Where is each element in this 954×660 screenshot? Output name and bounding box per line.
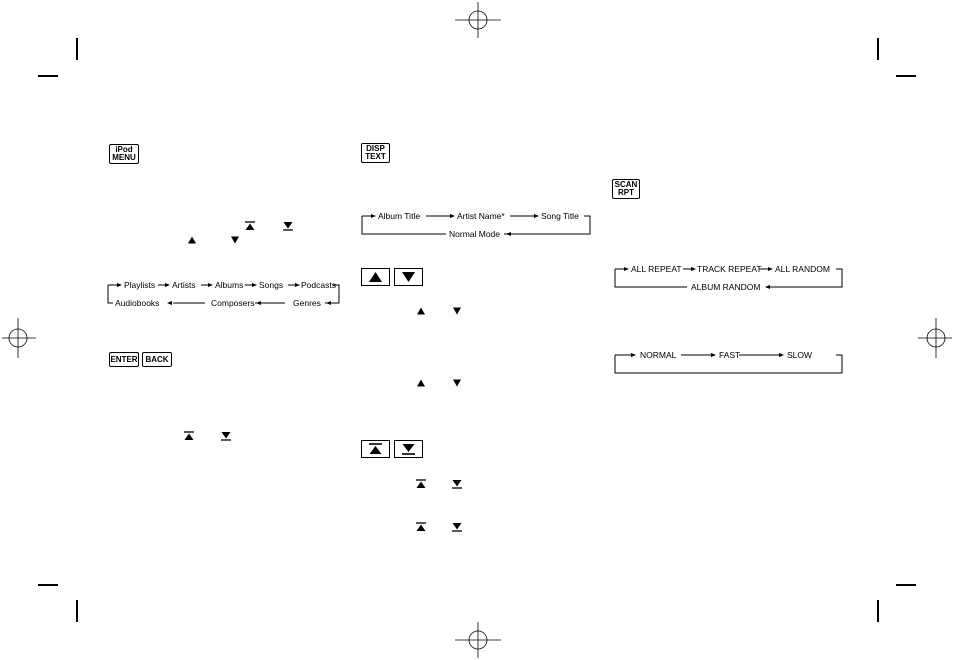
- enter-key-label: ENTER: [110, 354, 138, 364]
- scan-rpt-key-line1: SCAN: [614, 180, 638, 189]
- down-triangle-icon: [452, 379, 462, 387]
- crop-mark: [38, 584, 58, 586]
- ipod-menu-key-line2: MENU: [112, 153, 136, 162]
- enter-key: [109, 352, 139, 367]
- flow-item-composers: Composers: [211, 298, 255, 308]
- ipod-menu-key-line1: iPod: [115, 145, 133, 154]
- up-triangle-icon: [416, 379, 426, 387]
- flow-item-playlists: Playlists: [124, 280, 156, 290]
- scan-rpt-key: [612, 179, 640, 199]
- disp-text-flow: [358, 209, 598, 241]
- registration-mark-icon: [916, 315, 954, 361]
- skip-up-icon: [415, 479, 427, 489]
- crop-mark: [76, 38, 78, 60]
- flow-item-slow: SLOW: [787, 350, 813, 360]
- flow-item-all-repeat: ALL REPEAT: [631, 264, 682, 274]
- flow-item-artist-name: Artist Name*: [457, 211, 505, 221]
- up-button-icon: [361, 268, 390, 286]
- up-triangle-icon: [187, 236, 197, 244]
- crop-mark: [877, 38, 879, 60]
- flow-item-normal: NORMAL: [640, 350, 677, 360]
- back-key-label: BACK: [145, 354, 169, 364]
- skip-up-button-icon: [361, 440, 390, 458]
- flow-item-normal-mode: Normal Mode: [449, 229, 501, 239]
- crop-mark: [76, 600, 78, 622]
- flow-item-songs: Songs: [259, 280, 284, 290]
- crop-mark: [896, 584, 916, 586]
- crop-mark: [896, 75, 916, 77]
- flow-item-podcasts: Podcasts: [301, 280, 336, 290]
- disp-text-key-line2: TEXT: [365, 152, 386, 161]
- crop-mark: [38, 75, 58, 77]
- back-key: [142, 352, 172, 367]
- skip-down-icon: [451, 479, 463, 489]
- flow-item-song-title: Song Title: [541, 211, 579, 221]
- flow-item-audiobooks: Audiobooks: [115, 298, 160, 308]
- flow-item-album-random: ALBUM RANDOM: [691, 282, 761, 292]
- scan-speed-flow: [611, 348, 851, 376]
- flow-item-artists: Artists: [172, 280, 196, 290]
- flow-item-all-random: ALL RANDOM: [775, 264, 830, 274]
- skip-up-icon: [183, 431, 195, 441]
- ipod-menu-flow: [105, 278, 345, 310]
- repeat-mode-flow: [611, 262, 851, 294]
- skip-down-icon: [220, 431, 232, 441]
- skip-down-icon: [282, 221, 294, 231]
- skip-up-icon: [415, 522, 427, 532]
- flow-item-album-title: Album Title: [378, 211, 421, 221]
- flow-item-track-repeat: TRACK REPEAT: [697, 264, 762, 274]
- down-triangle-icon: [452, 307, 462, 315]
- down-button-icon: [394, 268, 423, 286]
- disp-text-key-line1: DISP: [366, 144, 385, 153]
- down-triangle-icon: [230, 236, 240, 244]
- skip-down-icon: [451, 522, 463, 532]
- ipod-menu-key: [109, 144, 139, 164]
- skip-up-icon: [244, 221, 256, 231]
- up-triangle-icon: [416, 307, 426, 315]
- flow-item-albums: Albums: [215, 280, 244, 290]
- scan-rpt-key-line2: RPT: [618, 188, 634, 197]
- registration-mark-icon: [455, 0, 501, 40]
- registration-mark-icon: [455, 620, 501, 660]
- crop-mark: [877, 600, 879, 622]
- registration-mark-icon: [0, 315, 38, 361]
- skip-down-button-icon: [394, 440, 423, 458]
- disp-text-key: [361, 143, 390, 163]
- flow-item-genres: Genres: [293, 298, 321, 308]
- flow-item-fast: FAST: [719, 350, 741, 360]
